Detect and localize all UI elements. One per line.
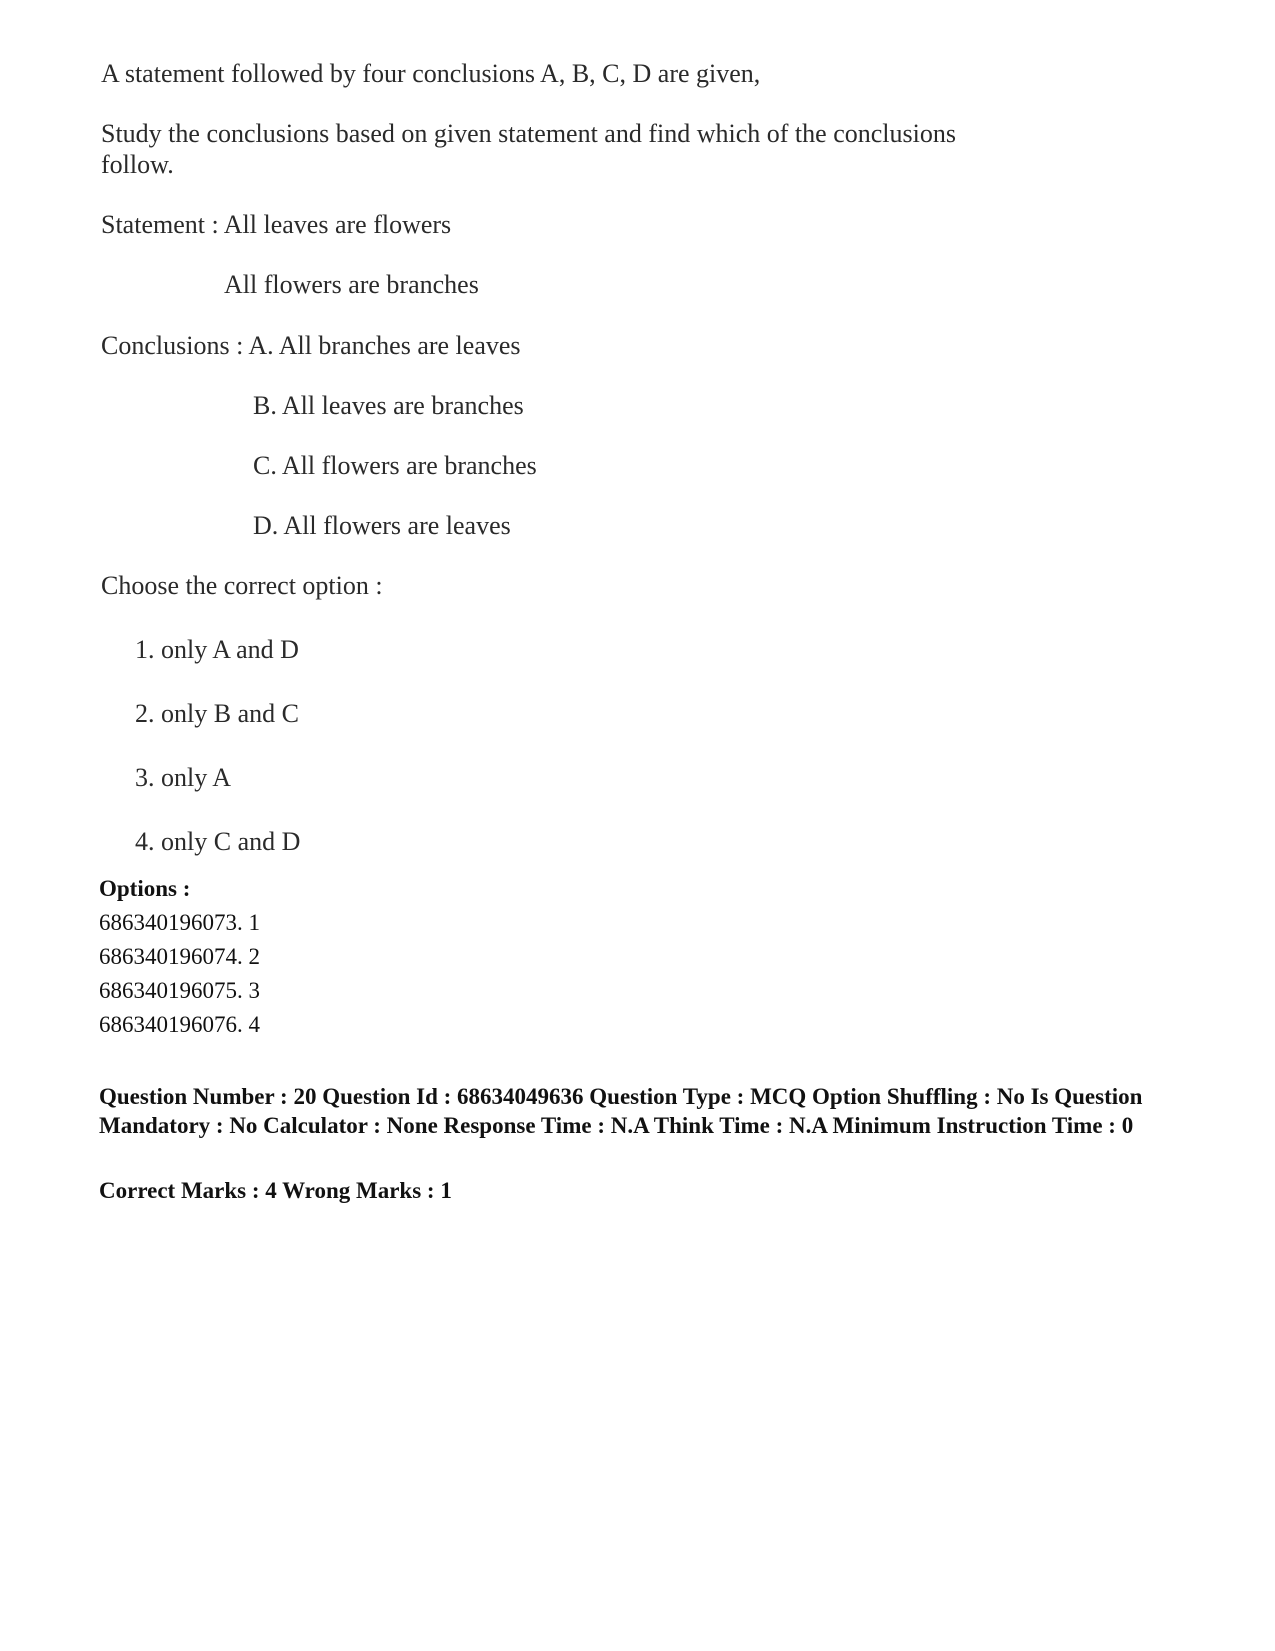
options-list bbox=[99, 872, 260, 1042]
question-marks: Correct Marks : 4 Wrong Marks : 1 bbox=[99, 1178, 452, 1203]
option-item-3: 686340196075. 3 bbox=[99, 978, 260, 1003]
choice-1: 1. only A and D bbox=[135, 635, 299, 664]
conclusion-d: D. All flowers are leaves bbox=[253, 511, 511, 540]
conclusion-c: C. All flowers are branches bbox=[253, 451, 537, 480]
choice-2: 2. only B and C bbox=[135, 699, 299, 728]
choose-prompt: Choose the correct option : bbox=[101, 571, 383, 600]
conclusion-b: B. All leaves are branches bbox=[253, 391, 524, 420]
statement-2: All flowers are branches bbox=[224, 270, 479, 299]
question-instruction-line1: Study the conclusions based on given statement and find which of the conclusions bbox=[101, 119, 956, 148]
statement-1: Statement : All leaves are flowers bbox=[101, 210, 452, 239]
question-meta: Question Number : 20 Question Id : 68634049636 Question Type : MCQ Option Shuffling : No Is Question Mandatory : No Calculator : None Response Time : N.A Think Time : N.A Minimum Instruction Time : 0 bbox=[99, 1084, 1143, 1138]
option-item-2: 686340196074. 2 bbox=[99, 944, 260, 969]
option-item-1: 686340196073. 1 bbox=[99, 910, 260, 935]
question-intro: A statement followed by four conclusions A, B, C, D are given, bbox=[101, 59, 761, 88]
options-heading: Options : bbox=[99, 876, 191, 901]
option-item-4: 686340196076. 4 bbox=[99, 1012, 260, 1037]
conclusion-a: Conclusions : A. All branches are leaves bbox=[101, 331, 521, 360]
choice-3: 3. only A bbox=[135, 763, 232, 792]
choice-4: 4. only C and D bbox=[135, 827, 301, 856]
question-instruction-line2: follow. bbox=[101, 150, 174, 179]
